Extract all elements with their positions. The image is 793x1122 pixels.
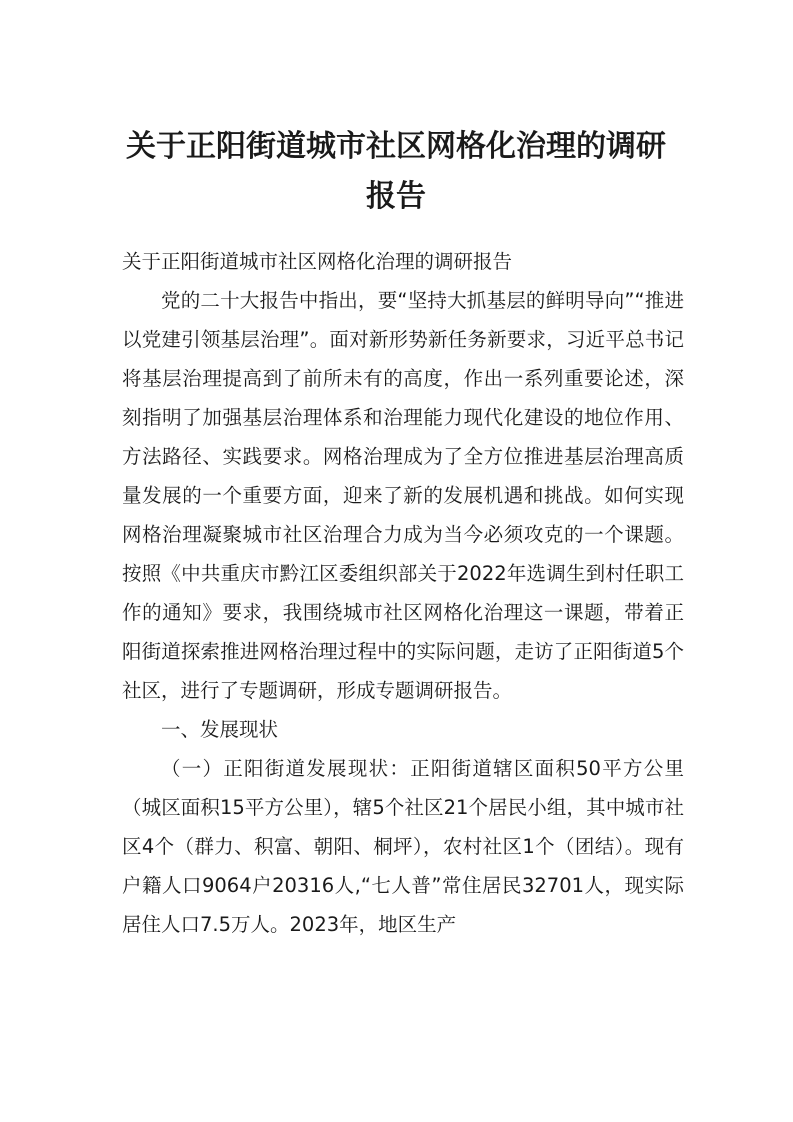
intro-paragraph: 党的二十大报告中指出，要“坚持大抓基层的鲜明导向”“推进以党建引领基层治理”。面对新形势新任务新要求，习近平总书记将基层治理提高到了前所未有的高度，作出一系列重要论述，深刻指明了加强基层治理体系和治理能力现代化建设的地位作用、方法路径、实践要求。网格治理成为了全方位推进基层治理高质量发展的一个重要方面，迎来了新的发展机遇和挑战。如何实现网格治理凝聚城市社区治理合力成为当今必须攻克的一个课题。按照《中共重庆市黔江区委组织部关于2022年选调生到村任职工作的通知》要求，我围绕城市社区网格化治理这一课题，带着正阳街道探索推进网格治理过程中的实际问题，走访了正阳街道5个社区，进行了专题调研，形成专题调研报告。	[122, 289, 684, 702]
document-subtitle: 关于正阳街道城市社区网格化治理的调研报告	[122, 250, 513, 273]
status-paragraph: （一）正阳街道发展现状：正阳街道辖区面积50平方公里（城区面积15平方公里），辖5个社区21个居民小组，其中城市社区4个（群力、积富、朝阳、桐坪），农村社区1个（团结）。现有户籍人口9064户20316人,“七人普”常住居民32701人，现实际居住人口7.5万人。2023年，地区生产	[122, 757, 684, 936]
document-title-line-2: 报告	[366, 179, 426, 214]
section-heading: 一、发展现状	[161, 718, 279, 741]
document-title	[110, 122, 682, 222]
document-title-line-1: 关于正阳街道城市社区网格化治理的调研	[126, 129, 666, 164]
document-body	[122, 242, 684, 944]
